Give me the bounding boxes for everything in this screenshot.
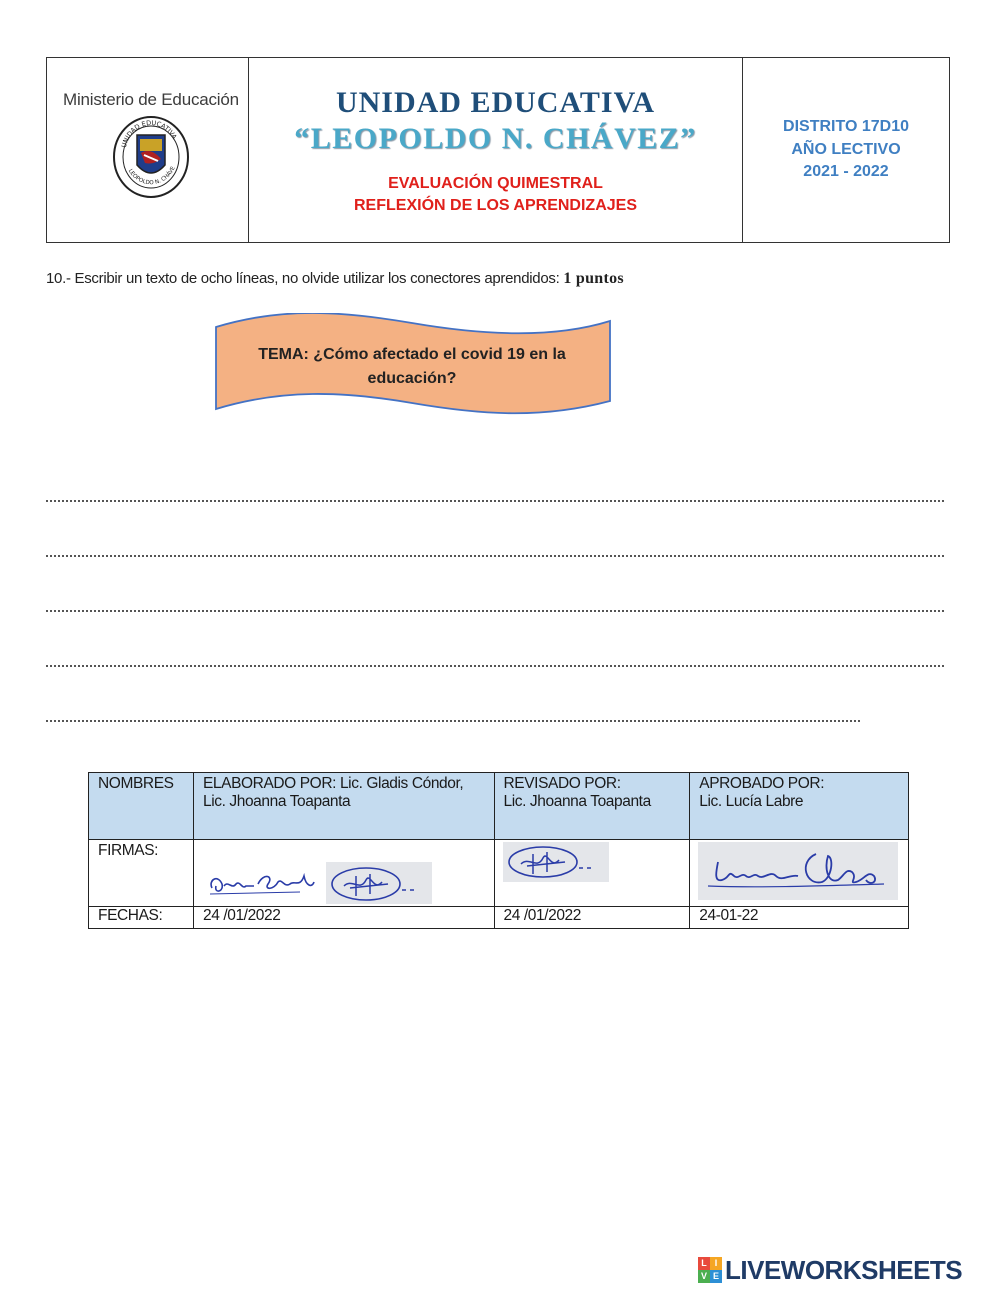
question-text: 10.- Escribir un texto de ocho líneas, no olvide utilizar los conectores aprendidos: [46,270,564,287]
logo-letter-e: E [710,1270,722,1283]
evaluation-title: EVALUACIÓN QUIMESTRAL [388,175,603,192]
school-year: 2021 - 2022 [803,163,889,180]
logo-text: LIVEWORKSHEETS [725,1254,963,1285]
aprobado-line2: Lic. Lucía Labre [699,793,804,810]
signature-toapanta-1 [326,862,432,904]
question-prompt [46,270,624,288]
answer-line-1[interactable] [46,500,944,502]
signature-labre [698,842,898,900]
liveworksheets-logo[interactable] [698,1256,962,1284]
evaluation-subtitle: REFLEXIÓN DE LOS APRENDIZAJES [354,197,637,214]
logo-letter-v: V [698,1270,710,1283]
signature-toapanta-2 [503,842,609,882]
ministry-name: Ministerio de Educación [63,90,239,109]
logo-letter-i: I [710,1257,722,1270]
answer-line-4[interactable] [46,665,944,667]
revisado-signature [494,840,690,907]
dates-label: FECHAS: [89,907,194,929]
answer-line-3[interactable] [46,610,944,612]
district-cell [743,58,949,242]
table-row-names [89,773,909,840]
date-elaborado: 24 /01/2022 [193,907,494,929]
school-title-cell [249,58,743,242]
elaborado-signatures [193,840,494,907]
signature-table [88,772,909,929]
elaborado-line1: ELABORADO POR: Lic. Gladis Cóndor, [202,775,464,792]
elaborado-cell [193,773,494,840]
seal-text-top: UNIDAD EDUCATIVA [119,118,179,149]
signatures-label: FIRMAS: [89,840,194,907]
school-year-label: AÑO LECTIVO [791,141,901,158]
document-header [46,57,950,243]
date-revisado: 24 /01/2022 [494,907,690,929]
elaborado-line2: Lic. Jhoanna Toapanta [202,793,351,810]
school-seal-logo [111,115,191,199]
answer-line-5[interactable] [46,720,860,722]
liveworksheets-logo-icon [698,1257,722,1283]
answer-line-2[interactable] [46,555,944,557]
district-code: DISTRITO 17D10 [783,118,909,135]
signature-condor [204,862,319,902]
revisado-cell [494,773,690,840]
ministry-cell [47,58,249,242]
aprobado-cell [690,773,909,840]
revisado-line2: Lic. Jhoanna Toapanta [503,793,651,810]
school-name: UNIDAD EDUCATIVA [335,86,656,119]
names-label: NOMBRES [89,773,194,840]
revisado-line1: REVISADO POR: [503,775,621,792]
school-subtitle: “LEOPOLDO N. CHÁVEZ” [294,122,697,155]
seal-text-bottom: LEOPOLDO N. CHÁVE [126,165,177,187]
table-row-dates [89,907,909,929]
topic-banner-text: TEMA: ¿Cómo afectado el covid 19 en la educación? [258,346,566,387]
date-aprobado: 24-01-22 [690,907,909,929]
aprobado-line1: APROBADO POR: [699,775,825,792]
logo-letter-l: L [698,1257,710,1270]
aprobado-signature [690,840,909,907]
question-points: 1 puntos [563,270,624,287]
table-row-signatures [89,840,909,907]
